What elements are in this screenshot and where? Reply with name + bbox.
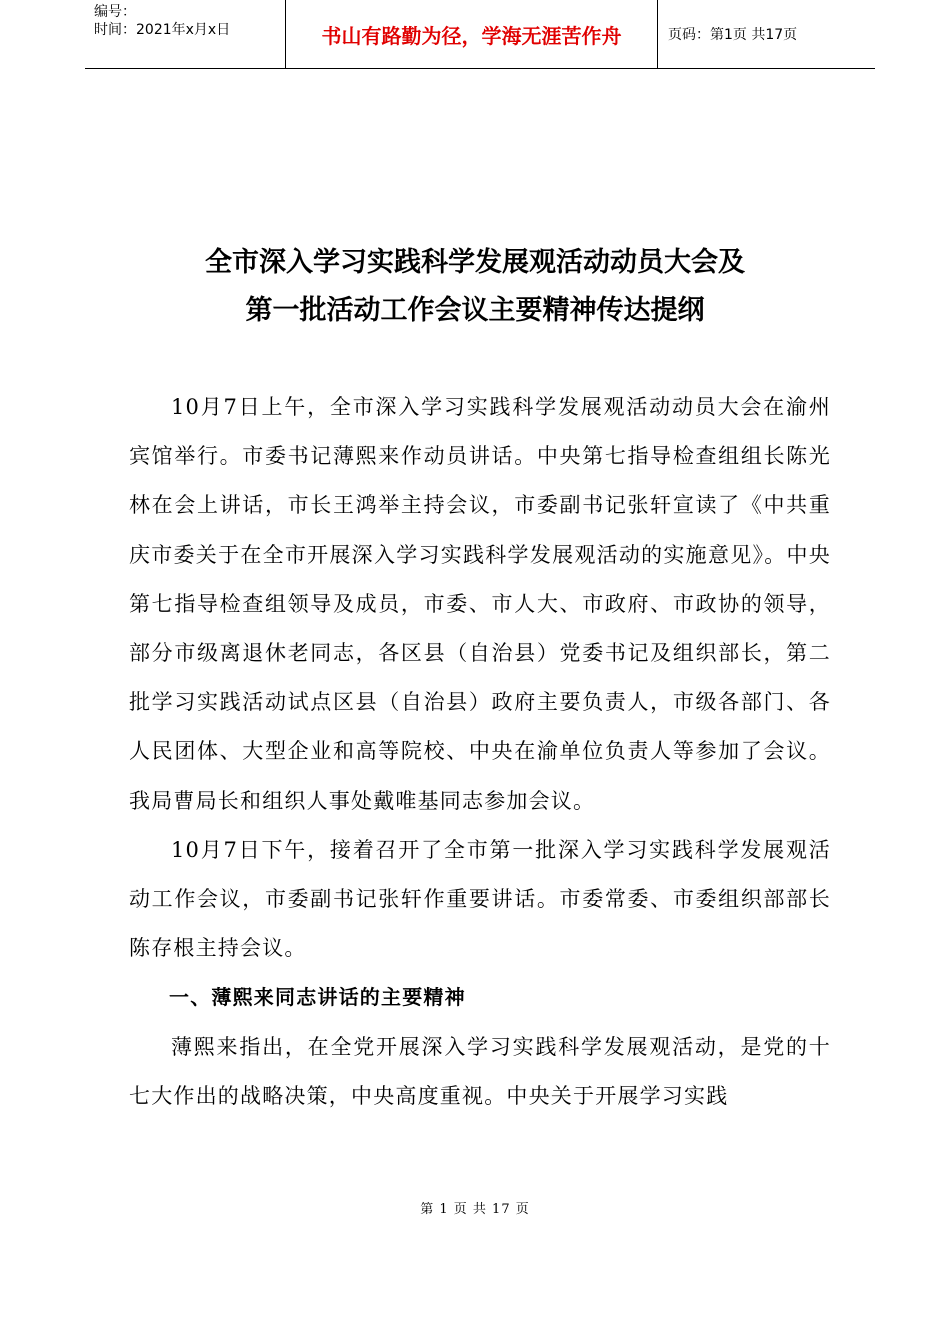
document-body xyxy=(129,383,831,1121)
time-label: 时间：2021年x月x日 xyxy=(94,22,231,38)
header-motto: 书山有路勤为径，学海无涯苦作舟 xyxy=(286,0,658,68)
page-footer: 第 1 页 共 17 页 xyxy=(420,1202,530,1217)
section-heading: 一、薄熙来同志讲话的主要精神 xyxy=(169,985,466,1010)
document-title-line1: 全市深入学习实践科学发展观活动动员大会及 xyxy=(205,247,745,278)
paragraph-2: 10月7日下午，接着召开了全市第一批深入学习实践科学发展观活动工作会议，市委副书记张轩作重要讲话。市委常委、市委组织部部长陈存根主持会议。 xyxy=(129,837,831,961)
paragraph-1: 10月7日上午，全市深入学习实践科学发展观活动动员大会在渝州宾馆举行。市委书记薄熙来作动员讲话。中央第七指导检查组组长陈光林在会上讲话，市长王鸿举主持会议，市委副书记张轩宣读了《中共重庆市委关于在全市开展深入学习实践科学发展观活动的实施意见》。中央第七指导检查组领导及成员，市委、市人大、市政府、市政协的领导，部分市级离退休老同志，各区县（自治县）党委书记及组织部长，第二批学习实践活动试点区县（自治县）政府主要负责人，市级各部门、各人民团体、大型企业和高等院校、中央在渝单位负责人等参加了会议。我局曹局长和组织人事处戴唯基同志参加会议。 xyxy=(129,395,831,813)
page-header xyxy=(85,0,875,69)
paragraph-3: 薄熙来指出，在全党开展深入学习实践科学发展观活动，是党的十七大作出的战略决策，中央高度重视。中央关于开展学习实践 xyxy=(129,1034,831,1108)
header-meta xyxy=(85,0,286,68)
document-title-line2: 第一批活动工作会议主要精神传达提纲 xyxy=(245,295,705,326)
header-page-info: 页码：第1页 共17页 xyxy=(668,27,798,43)
number-label: 编号： xyxy=(94,4,136,20)
